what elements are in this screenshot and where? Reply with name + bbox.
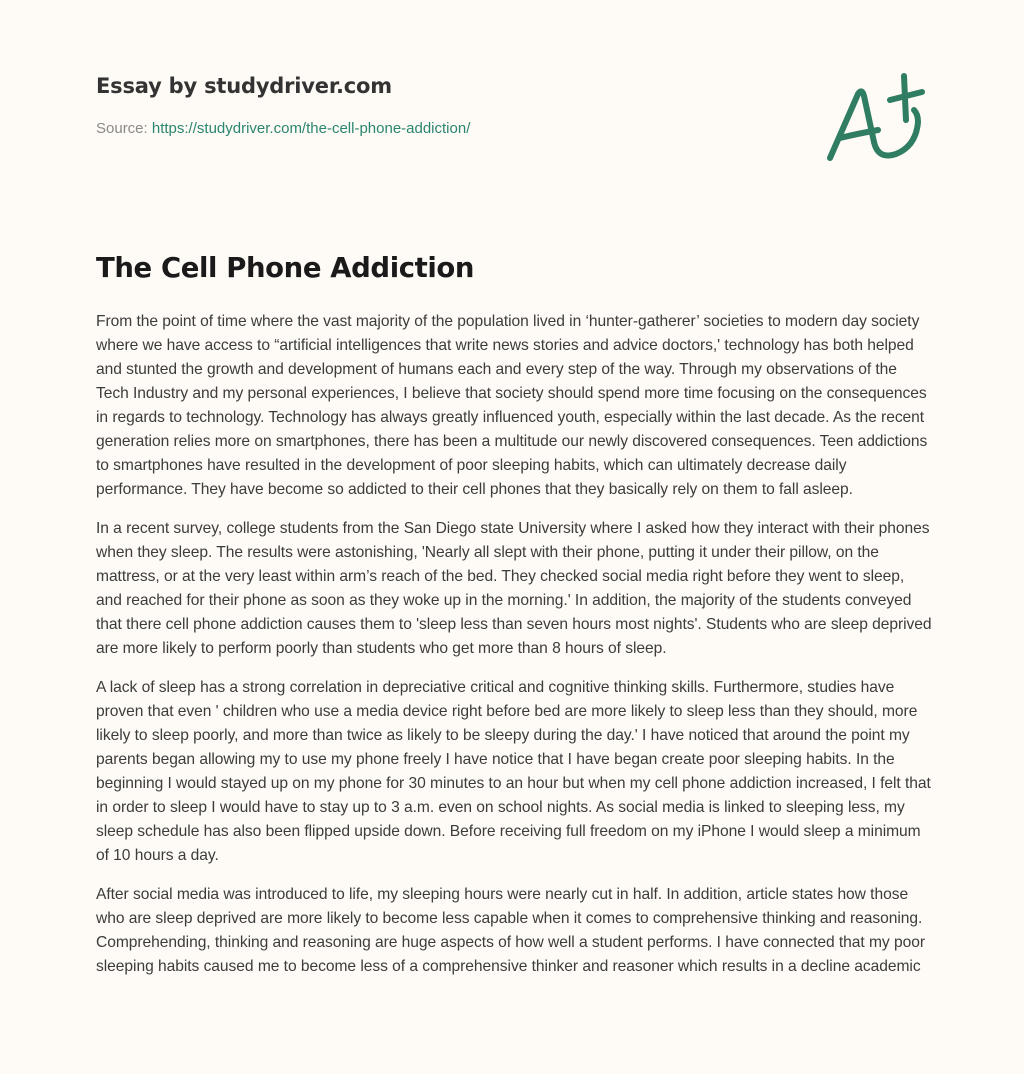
a-plus-grade-icon: [818, 62, 938, 172]
source-line: [96, 120, 796, 137]
source-label: Source:: [96, 120, 148, 137]
source-link[interactable]: https://studydriver.com/the-cell-phone-addiction/: [151, 120, 471, 137]
site-title: Essay by studydriver.com: [96, 74, 392, 98]
article-paragraph: In a recent survey, college students from the San Diego state University where I asked how they interact with their phones when they sleep. The results were astonishing, 'Nearly all slept with their phone, putting it under their pillow, on the mattress, or at the very least within arm’s reach of the bed. They checked social media right before they went to sleep, and reached for their phone as soon as they woke up in the morning.' In addition, the majority of the students conveyed that there cell phone addiction causes them to 'sleep less than seven hours most nights'. Students who are sleep deprived are more likely to perform poorly than students who get more than 8 hours of sleep.: [96, 520, 932, 657]
article-title: The Cell Phone Addiction: [96, 252, 475, 284]
article: [96, 252, 932, 994]
article-paragraph: From the point of time where the vast majority of the population lived in ‘hunter-gatherer’ societies to modern day society where we have access to “artificial intelligences that write news stories and advice doctors,' technology has both helped and stunted the growth and development of humans each and every step of the way. Through my observations of the Tech Industry and my personal experiences, I believe that society should spend more time focusing on the consequences in regards to technology. Technology has always greatly influenced youth, especially within the last decade. As the recent generation relies more on smartphones, there has been a multitude our newly discovered consequences. Teen addictions to smartphones have resulted in the development of poor sleeping habits, which can ultimately decrease daily performance. They have become so addicted to their cell phones that they basically rely on them to fall asleep.: [96, 313, 928, 498]
article-paragraph: A lack of sleep has a strong correlation in depreciative critical and cognitive thinking skills. Furthermore, studies have proven that even ' children who use a media device right before bed are more likely to sleep less than they should, more likely to sleep poorly, and more than twice as likely to be sleepy during the day.' I have noticed that around the point my parents began allowing my to use my phone freely I have notice that I have began create poor sleeping habits. In the beginning I would stayed up on my phone for 30 minutes to an hour but when my cell phone addiction increased, I felt that in order to sleep I would have to stay up to 3 a.m. even on school nights. As social media is linked to sleeping less, my sleep schedule has also been flipped upside down. Before receiving full freedom on my iPhone I would sleep a minimum of 10 hours a day.: [96, 679, 931, 864]
article-paragraph: After social media was introduced to life, my sleeping hours were nearly cut in half. In addition, article states how those who are sleep deprived are more likely to become less capable when it comes to comprehensive thinking and reasoning. Comprehending, thinking and reasoning are huge aspects of how well a student performs. I have connected that my poor sleeping habits caused me to become less of a comprehensive thinker and reasoner which results in a decline academic: [96, 886, 925, 975]
page-header: [96, 74, 796, 137]
